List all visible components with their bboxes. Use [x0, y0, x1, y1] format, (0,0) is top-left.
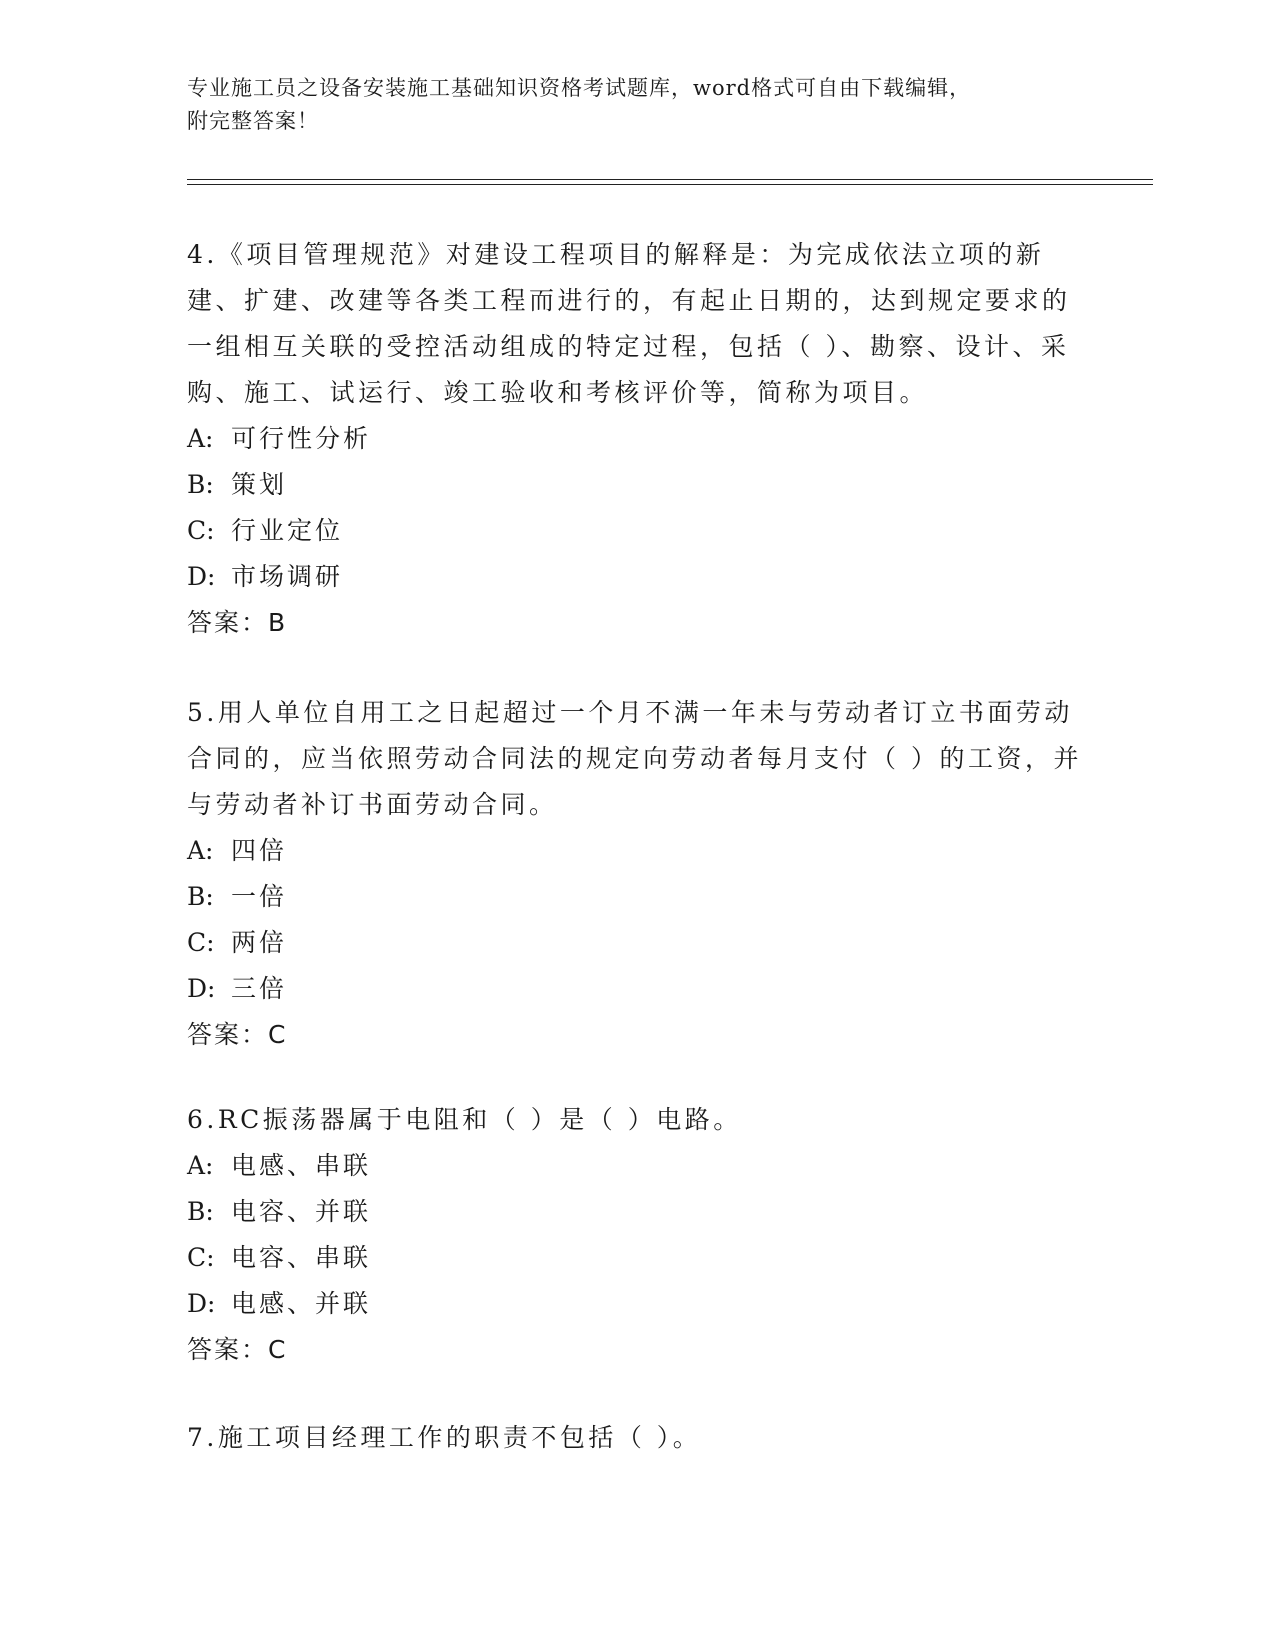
option-label: D:	[187, 1289, 216, 1318]
question-6	[187, 1097, 1087, 1373]
option-a	[187, 1143, 1087, 1189]
answer-line: 答案：C	[187, 1335, 288, 1364]
option-c	[187, 920, 1087, 966]
option-label: C:	[187, 1243, 215, 1272]
option-text: 可行性分析	[231, 424, 372, 453]
option-label: D:	[187, 974, 216, 1003]
option-label: C:	[187, 928, 215, 957]
option-label: A:	[187, 836, 214, 865]
header-line-1: 专业施工员之设备安装施工基础知识资格考试题库，word格式可自由下载编辑，	[187, 76, 972, 100]
option-text: 电容、串联	[231, 1243, 372, 1272]
option-label: C:	[187, 516, 215, 545]
option-d	[187, 966, 1087, 1012]
option-text: 电感、并联	[231, 1289, 372, 1318]
option-label: B:	[187, 882, 214, 911]
header-divider-top	[187, 179, 1153, 180]
option-b	[187, 1189, 1087, 1235]
option-c	[187, 1235, 1087, 1281]
option-a	[187, 416, 1087, 462]
answer-line: 答案：B	[187, 608, 288, 637]
option-b	[187, 462, 1087, 508]
option-text: 行业定位	[231, 516, 344, 545]
question-4	[187, 232, 1087, 646]
question-7	[187, 1415, 1087, 1461]
option-label: A:	[187, 424, 214, 453]
question-stem: 5.用人单位自用工之日起超过一个月不满一年未与劳动者订立书面劳动合同的，应当依照劳动合同法的规定向劳动者每月支付（ ）的工资，并与劳动者补订书面劳动合同。	[187, 698, 1082, 819]
answer-line: 答案：C	[187, 1020, 288, 1049]
option-d	[187, 1281, 1087, 1327]
document-header	[187, 72, 1087, 138]
header-divider-bottom	[187, 184, 1153, 185]
option-b	[187, 874, 1087, 920]
question-stem: 6.RC振荡器属于电阻和（ ）是（ ）电路。	[187, 1105, 742, 1134]
option-label: B:	[187, 470, 214, 499]
question-stem: 4.《项目管理规范》对建设工程项目的解释是：为完成依法立项的新建、扩建、改建等各类工程而进行的，有起止日期的，达到规定要求的一组相互关联的受控活动组成的特定过程，包括（ ）、勘察、设计、采购、施工、试运行、竣工验收和考核评价等，简称为项目。	[187, 240, 1071, 407]
option-label: D:	[187, 562, 216, 591]
option-text: 三倍	[231, 974, 288, 1003]
option-label: B:	[187, 1197, 214, 1226]
option-text: 电感、串联	[231, 1151, 372, 1180]
question-5	[187, 690, 1087, 1058]
option-text: 两倍	[231, 928, 288, 957]
option-text: 市场调研	[231, 562, 344, 591]
header-line-2: 附完整答案！	[187, 109, 319, 133]
question-stem: 7.施工项目经理工作的职责不包括（ ）。	[187, 1423, 702, 1452]
option-text: 电容、并联	[231, 1197, 372, 1226]
option-label: A:	[187, 1151, 214, 1180]
option-a	[187, 828, 1087, 874]
option-d	[187, 554, 1087, 600]
option-text: 一倍	[231, 882, 288, 911]
option-text: 四倍	[231, 836, 288, 865]
option-text: 策划	[231, 470, 288, 499]
option-c	[187, 508, 1087, 554]
